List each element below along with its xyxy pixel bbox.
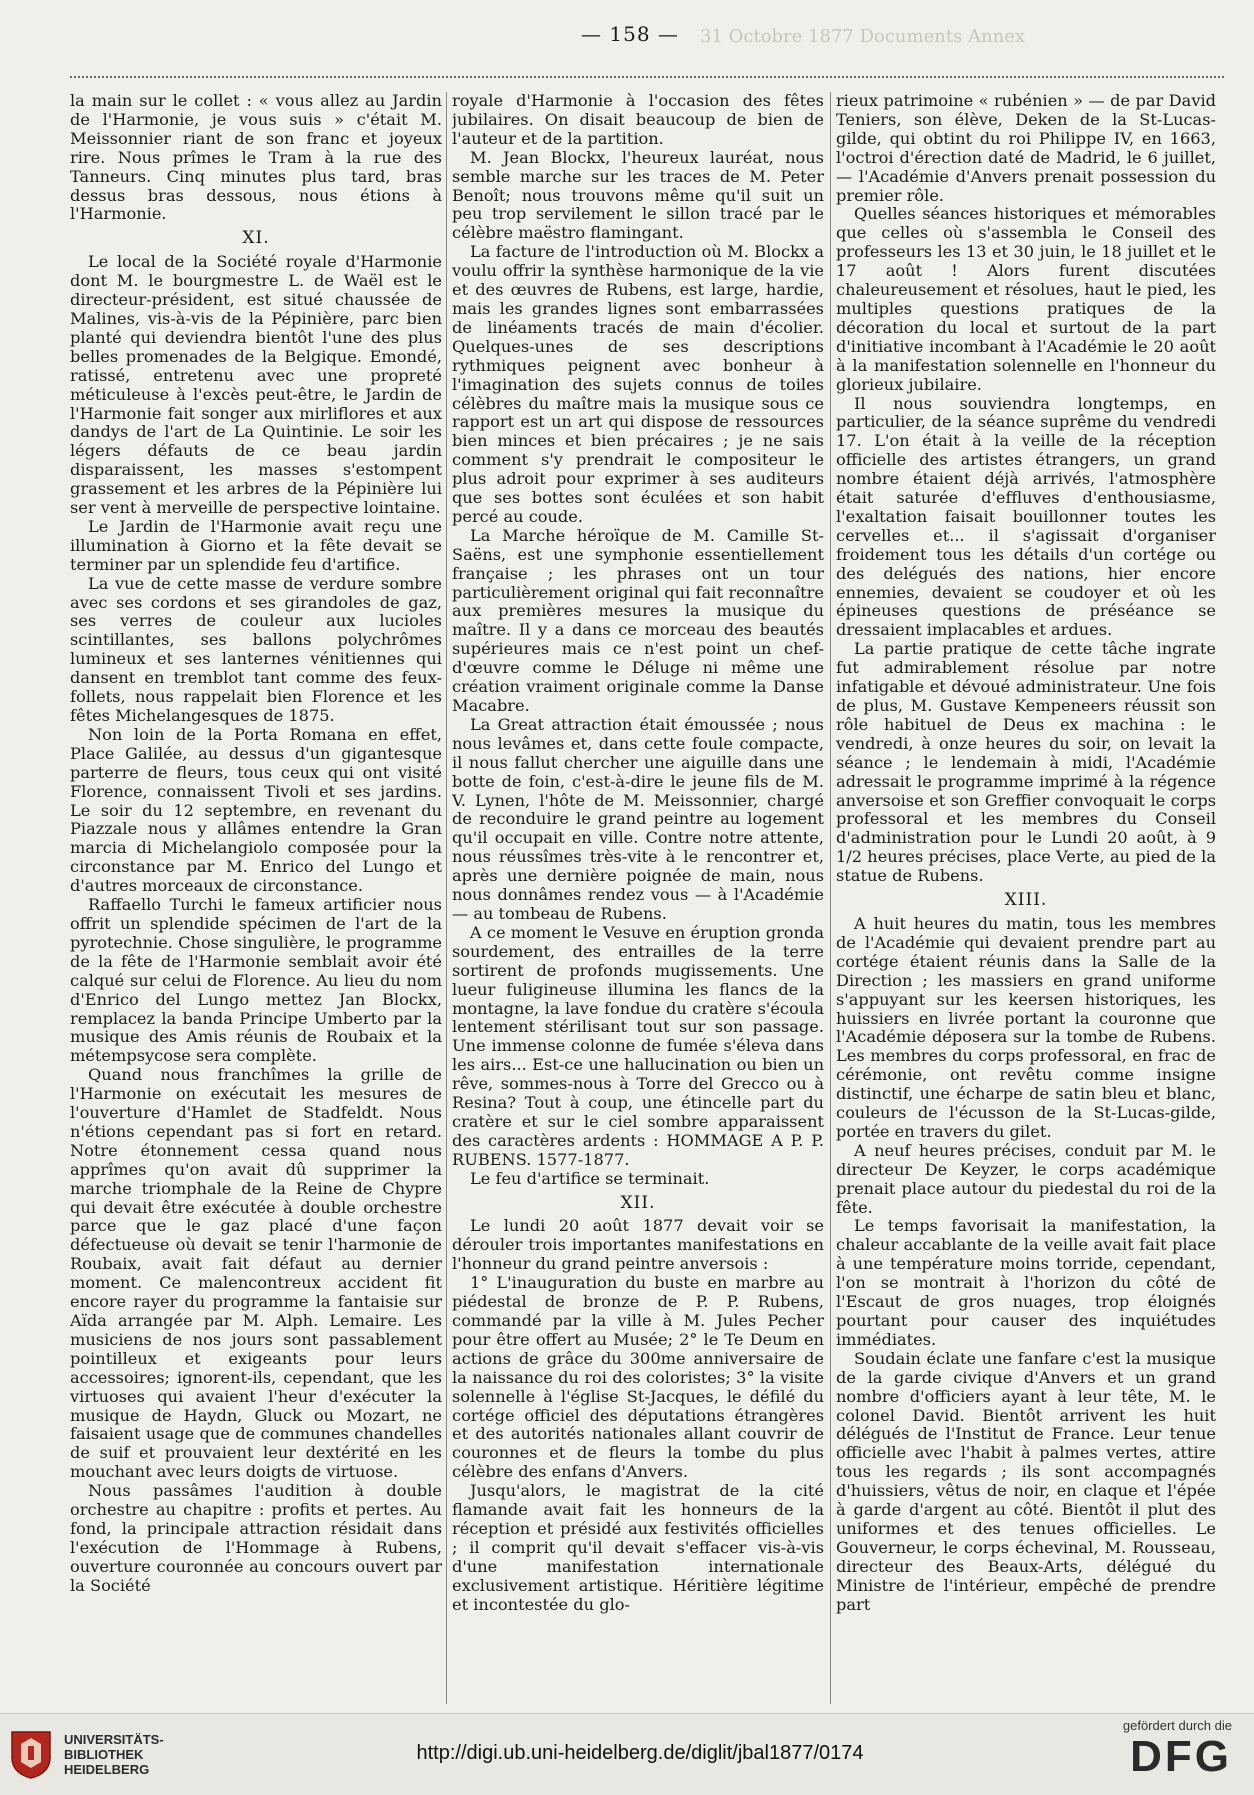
paragraph: royale d'Harmonie à l'occasion des fêtes jubilaires. On disait beaucoup de bien de l'auteur et de la partition. bbox=[452, 92, 824, 148]
text-column-1 bbox=[70, 92, 442, 1704]
paragraph: Quand nous franchîmes la grille de l'Harmonie on exécutait les mesures de l'ouverture d'Hamlet de Stadfeldt. Nous n'étions cependant pas si fort en retard. Notre étonnement cessa quand nous apprîmes qu'on avait dû supprimer la marche triomphale de la Reine de Chypre qui devait être exécutée à double orchestre parce que le gaz placé d'une façon défectueuse où devait se tenir l'harmonie de Roubaix, avait fait défaut au dernier moment. Ce malencontreux accident fit encore rayer du programme la fantaisie sur Aïda arrangée par M. Alph. Lemaire. Les musiciens de nos jours sont passablement pointilleux et exigeants pour leurs accessoires; ignorent-ils, cependant, que les virtuoses qui avaient l'heur d'exécuter la musique de Haydn, Gluck ou Mozart, ne faisaient usage que de communes chandelles de suif et prouvaient leur dextérité en les mouchant avec leurs doigts de virtuose. bbox=[70, 1065, 442, 1482]
paragraph: Raffaello Turchi le fameux artificier nous offrit un splendide spécimen de l'art de la pyrotechnie. Chose singulière, le programme de la fête de l'Harmonie semblait avoir été calqué sur celui de Florence. Au lieu du nom d'Enrico del Lungo mettez Jan Blockx, remplacez la banda Principe Umberto par la musique des Amis réunis de Roubaix et la métempsycose sera complète. bbox=[70, 895, 442, 1066]
paragraph: Le temps favorisait la manifestation, la chaleur accablante de la veille avait fait place à une température moins torride, cependant, l'on se montrait à l'horizon du côté de l'Escaut de gros nuages, trop éloignés pourtant pour causer des inquiétudes immédiates. bbox=[836, 1216, 1216, 1349]
paragraph: Le local de la Société royale d'Harmonie dont M. le bourgmestre L. de Waël est le directeur-président, est situé chaussée de Malines, vis-à-vis de la Pépinière, parc bien planté qui deviendra bientôt l'une des plus belles promenades de la Belgique. Emondé, ratissé, entretenu avec une propreté méticuleuse à l'excès peut-être, le Jardin de l'Harmonie fait songer aux mirliflores et aux dandys de l'art de La Quintinie. Le soir les légers défauts de ce beau jardin disparaissent, les masses s'estompent grassement et les arbres de la Pépinière lui ser vent à merveille de perspective lointaine. bbox=[70, 252, 442, 518]
column-divider bbox=[446, 92, 447, 1704]
show-through-text: 31 Octobre 1877 Documents Annex bbox=[700, 26, 1026, 47]
paragraph: A neuf heures précises, conduit par M. le directeur De Keyzer, le corps académique prenait place autour du piedestal du roi de la fête. bbox=[836, 1140, 1216, 1217]
paragraph: Soudain éclate une fanfare c'est la musique de la garde civique d'Anvers et un grand nombre d'officiers ayant à leur tête, M. le colonel David. Bientôt arrivent les huit délégués de l'Institut de France. Leur tenue officielle avec l'habit à palmes vertes, attire tous les regards ; ils sont accompagnés d'huissiers, vêtus de noir, en claque et l'épée à garde d'argent au côté. Bientôt il plut des uniformes et des tenues officielles. Le Gouverneur, le corps échevinal, M. Rousseau, directeur des Beaux-Arts, délégué du Ministre de l'intérieur, empêché de prendre part bbox=[836, 1348, 1216, 1614]
text-column-2 bbox=[452, 92, 824, 1704]
text-column-3 bbox=[836, 92, 1216, 1704]
paragraph: A huit heures du matin, tous les membres de l'Académie qui devaient prendre part au cortége étaient réunis dans la Salle de la Direction ; les massiers en grand uniforme s'appuyant sur les keersen historiques, les huissiers en livrée portant la couronne que l'Académie déposera sur la tombe de Rubens. Les membres du corps professoral, en frac de cérémonie, ont revêtu comme insigne distinctif, une écharpe de satin bleu et blanc, couleurs de l'écusson de la St-Lucas-gilde, portée en travers du gilet. bbox=[836, 913, 1216, 1141]
paragraph: La partie pratique de cette tâche ingrate fut admirablement résolue par notre infatigable et dévoué administrateur. Une fois de plus, M. Gustave Kempeneers réussit son rôle habituel de Deus ex machina : le vendredi, à onze heures du soir, on levait la séance ; le lendemain à midi, l'Académie adressait le programme imprimé à la régence anversoise et son Greffier convoquait le corps professoral et les membres du Conseil d'administration pour le Lundi 20 août, à 9 1/2 heures précises, place Verte, au pied de la statue de Rubens. bbox=[836, 639, 1216, 886]
section-heading: XI. bbox=[242, 228, 270, 249]
paragraph: Nous passâmes l'audition à double orchestre au chapitre : profits et pertes. Au fond, la principale attraction résidait dans l'exécution de l'Hommage à Rubens, ouverture couronnée au concours ouvert par la Société bbox=[70, 1481, 442, 1595]
paragraph: la main sur le collet : « vous allez au Jardin de l'Harmonie, je vous suis » c'était M. Meissonnier riant de son franc et joyeux rire. Nous prîmes le Tram à la rue des Tanneurs. Cinq minutes plus tard, bras dessus bras dessous, nous étions à l'Harmonie. bbox=[70, 92, 442, 224]
paragraph: La Great attraction était émoussée ; nous nous levâmes et, dans cette foule compacte, il nous fallut chercher une aiguille dans une botte de foin, c'est-à-dire le jeune fils de M. V. Lynen, l'hôte de M. Meissonnier, chargé de reconduire le grand peintre au logement qu'il occupait en ville. Contre notre attente, nous réussîmes très-vite à le rencontrer et, après une dernière poignée de main, nous nous donnâmes rendez vous — à l'Académie — au tombeau de Rubens. bbox=[452, 714, 824, 923]
paragraph: A ce moment le Vesuve en éruption gronda sourdement, des entrailles de la terre sortirent de profonds mugissements. Une lueur fuligineuse illumina les flancs de la montagne, la lave fondue du cratère s'écoula lentement stérilisant tout sur son passage. Une immense colonne de fumée s'éleva dans les airs... Est-ce une hallucination ou bien un rêve, sommes-nous à Torre del Grecco ou à Resina? Tout à coup, une étincelle part du cratère et sur le ciel sombre apparaissent des caractères ardents : HOMMAGE A P. P. RUBENS. 1577-1877. bbox=[452, 922, 824, 1169]
paragraph: Le lundi 20 août 1877 devait voir se dérouler trois importantes manifestations en l'honneur du grand peintre anversois : bbox=[452, 1216, 824, 1274]
permalink-url[interactable]: http://digi.ub.uni-heidelberg.de/diglit/jbal1877/0174 bbox=[416, 1742, 864, 1764]
paragraph: M. Jean Blockx, l'heureux lauréat, nous semble marche sur les traces de M. Peter Benoît; nous trouvons même qu'il suit un peu trop servilement le sillon tracé par le célèbre maëstro flamingant. bbox=[452, 147, 824, 243]
paragraph: Jusqu'alors, le magistrat de la cité flamande avait fait les honneurs de la réception et présidé aux festivités officielles ; il comprit qu'il devait s'effacer vis-à-vis d'une manifestation internationale exclusivement artistique. Héritière légitime et incontestée du glo- bbox=[452, 1481, 824, 1614]
paragraph: La Marche héroïque de M. Camille St-Saëns, est une symphonie essentiellement française ; les phrases ont un tour particulièrement original qui fait reconnaître aux premières mesures la musique du maître. Il y a dans ce morceau des beautés supérieures mais ce n'est point un chef-d'œuvre comme le Déluge ni même une création vraiment originale comme la Danse Macabre. bbox=[452, 525, 824, 715]
dfg-mark: DFG bbox=[1130, 1732, 1232, 1781]
viewer-footer bbox=[0, 1713, 1254, 1795]
funding-label: gefördert durch die bbox=[1122, 1718, 1232, 1733]
paragraph: Il nous souviendra longtemps, en particulier, de la séance suprême du vendredi 17. L'on était à la veille de la réception officielle des artistes étrangers, un grand nombre étaient déjà arrivés, l'atmosphère était saturée d'effluves d'enthousiasme, l'exaltation faisait bouillonner toutes les cervelles et... il s'agissait d'organiser froidement tous les détails d'un cortége ou des delégués des nations, hier encore ennemies, devaient se coudoyer et où les épineuses questions de préséance se dressaient implacables et ardues. bbox=[836, 393, 1216, 640]
paragraph: Non loin de la Porta Romana en effet, Place Galilée, au dessus d'un gigantesque parterre de fleurs, tous ceux qui ont visité Florence, connaissent Tivoli et ses jardins. Le soir du 12 septembre, en revenant du Piazzale nous y allâmes entendre la Gran marcia di Michelangiolo composée pour la circonstance par M. Enrico del Lungo et d'autres morceaux de circonstance. bbox=[70, 724, 442, 896]
paragraph: Le Jardin de l'Harmonie avait reçu une illumination à Giorno et la fête devait se terminer par un splendide feu d'artifice. bbox=[70, 516, 442, 574]
page-number: — 158 — bbox=[581, 22, 679, 46]
column-divider bbox=[830, 92, 831, 1704]
library-name: UNIVERSITÄTS- BIBLIOTHEK HEIDELBERG bbox=[64, 1732, 164, 1777]
paragraph: Quelles séances historiques et mémorables que celles où s'assembla le Conseil des professeurs les 13 et 30 juin, le 18 juillet et le 17 août ! Alors furent discutées chaleureusement et résolues, haut le pied, les multiples questions pratiques de la décoration du local et surtout de la part d'initiative incombant à l'Académie le 20 août à la manifestation solennelle en l'honneur du glorieux jubilaire. bbox=[836, 204, 1216, 394]
section-heading: XIII. bbox=[1004, 890, 1048, 911]
paragraph: La vue de cette masse de verdure sombre avec ses cordons et ses girandoles de gaz, ses verres de couleur aux lucioles scintillantes, ses ballons polychrômes lumineux et ses lanternes vénitiennes qui dansent en tremblot tant comme des feux-follets, nous rappelait bien Florence et les fêtes Michelangesques de 1875. bbox=[70, 573, 442, 725]
university-seal-icon bbox=[8, 1728, 54, 1780]
funder-logo[interactable] bbox=[1072, 1718, 1232, 1790]
library-logo[interactable] bbox=[8, 1724, 268, 1786]
paragraph: 1° L'inauguration du buste en marbre au piédestal de bronze de P. P. Rubens, commandé par la ville à M. Jules Pecher pour être offert au Musée; 2° le Te Deum en actions de grâce du 300me anniversaire de la naissance du roi des coloristes; 3° la visite solennelle à l'église St-Jacques, le défilé du cortége officiel des députations étrangères et des autorités nationales allant couvrir de couronnes et de fleurs la tombe du plus célèbre des enfans d'Anvers. bbox=[452, 1273, 824, 1482]
paragraph: Le feu d'artifice se terminait. bbox=[470, 1168, 710, 1188]
section-heading: XII. bbox=[620, 1192, 656, 1213]
paragraph: rieux patrimoine « rubénien » — de par David Teniers, son élève, Deken de la St-Lucas-gilde, qui obtint du roi Philippe IV, en 1663, l'octroi d'érection daté de Madrid, le 6 juillet, — l'Académie d'Anvers prenait possession du premier rôle. bbox=[836, 92, 1216, 205]
header-rule bbox=[70, 76, 1224, 78]
paragraph: La facture de l'introduction où M. Blockx a voulu offrir la synthèse harmonique de la vie et des œuvres de Rubens, est large, hardie, mais les grandes lignes sont embarrassées de linéaments tracés de main d'écolier. Quelques-unes de ses descriptions rythmiques peignent avec bonheur à l'imagination des sujets connus de toiles célèbres du maître mais la musique sous ce rapport est un art qui dispose de ressources bien minces et bien précaires ; je ne sais comment s'y prendrait le compositeur le plus adroit pour exprimer à ses auditeurs que ses bottes sont éculées et son habit percé au coude. bbox=[452, 242, 824, 526]
